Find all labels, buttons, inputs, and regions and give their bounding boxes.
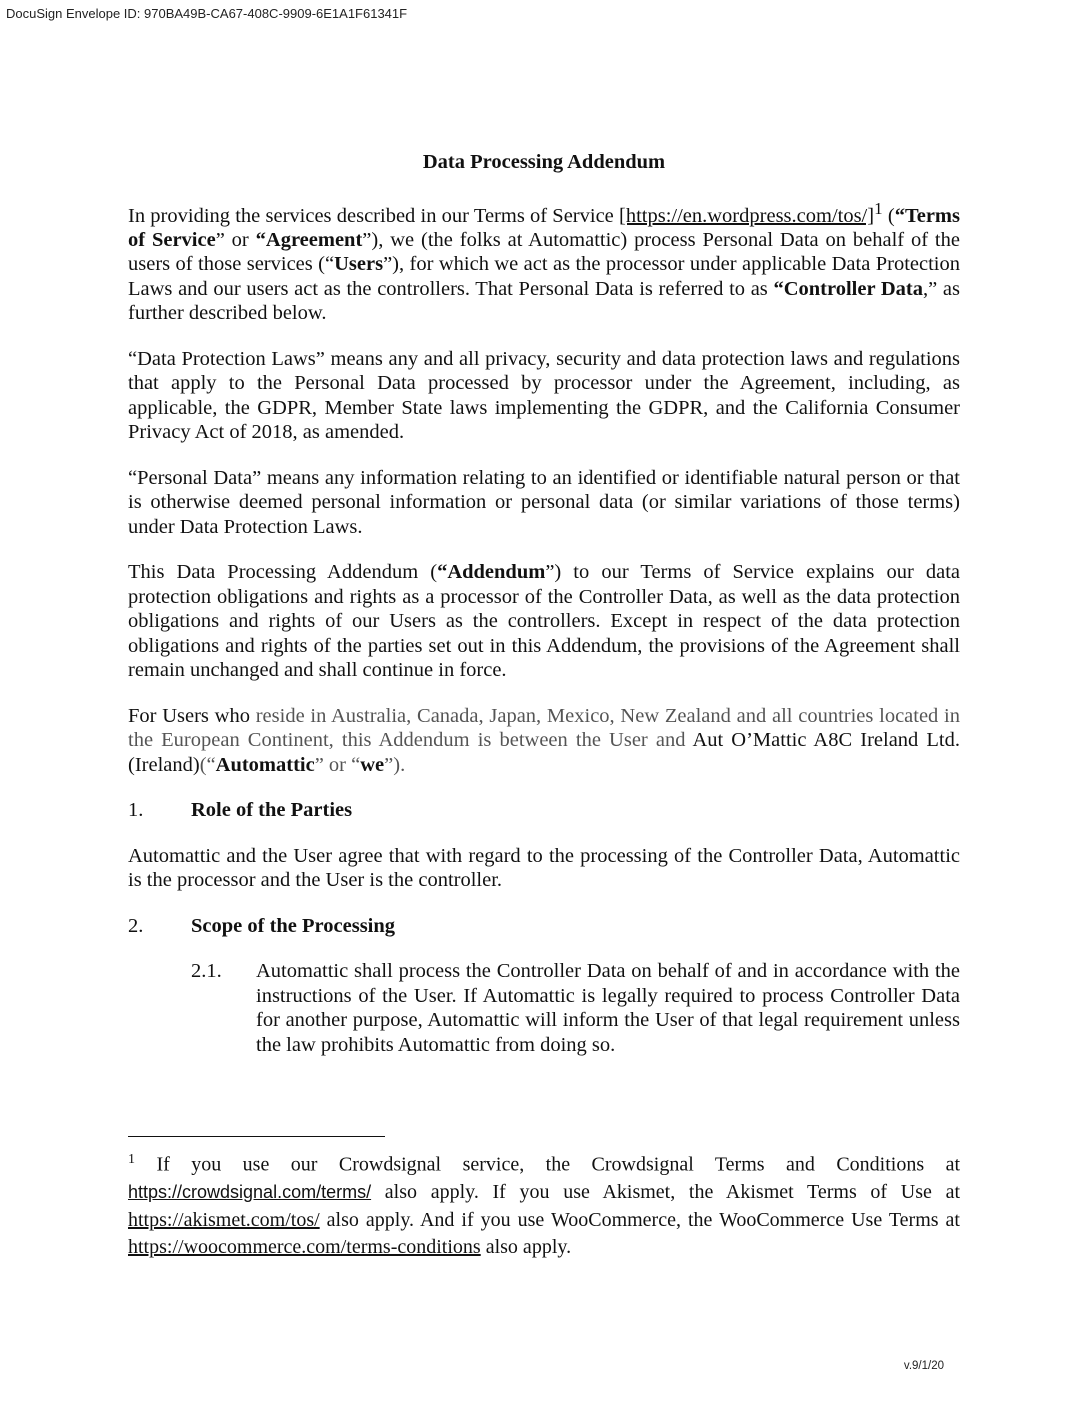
- intro-text-5: ”), for which we act as the processor under applicable Data Protection Laws and our users act as the controllers. That Personal Data is referred to as: [128, 253, 960, 300]
- woocommerce-terms-link[interactable]: https://woocommerce.com/terms-conditions: [128, 1236, 481, 1259]
- intro-text-1: In providing the services described in our Terms of Service: [128, 204, 619, 227]
- intro-text-4: ”), we (the folks at Automattic) process Personal Data on behalf of the users of those services (“: [128, 228, 960, 276]
- intro-paragraph: [128, 197, 960, 326]
- parties-text-5: ”).: [384, 753, 406, 776]
- personal-data-paragraph: “Personal Data” means any information relating to an identified or identifiable natural person or that is otherwise deemed personal information or personal data (or similar variations of those terms) under Data Protection Laws.: [128, 466, 960, 538]
- footnote-divider: [128, 1136, 385, 1137]
- term-agreement: “Agreement: [255, 228, 363, 251]
- intro-text-3: ” or: [215, 228, 256, 251]
- section-2-heading: [128, 914, 960, 939]
- parties-entity: Aut O’Mattic A8C Ireland Ltd. (Ireland): [128, 729, 960, 776]
- section-2-title: Scope of the Processing: [191, 914, 396, 937]
- intro-text-6: ,” as further described below.: [128, 277, 960, 325]
- section-1-text: Automattic and the User agree that with regard to the processing of the Controller Data, Automattic is the processor and the User is the controller.: [128, 844, 960, 892]
- data-protection-laws-paragraph: “Data Protection Laws” means any and all privacy, security and data protection laws and regulations that apply to the Personal Data processed by processor under the Agreement, including, as applicable, the GDPR, Member State laws implementing the GDPR, and the California Consumer Privacy Act of 2018, as amended.: [128, 347, 960, 444]
- document-body: [128, 150, 960, 1057]
- document-title: Data Processing Addendum: [422, 151, 666, 173]
- footnote-text-2: also apply. If you use Akismet, the Akismet Terms of Use at: [371, 1181, 960, 1204]
- parties-text-3: (“: [199, 753, 216, 776]
- addendum-text-1: This Data Processing Addendum (: [128, 561, 438, 584]
- section-2-1: [191, 959, 960, 1057]
- footnote: [128, 1146, 960, 1262]
- docusign-envelope-id: DocuSign Envelope ID: 970BA49B-CA67-408C-9909-6E1A1F61341F: [6, 6, 408, 21]
- section-1-number: 1.: [128, 799, 144, 822]
- akismet-tos-link[interactable]: https://akismet.com/tos/: [128, 1208, 320, 1231]
- term-controller-data: “Controller Data: [773, 277, 924, 300]
- version-label: v.9/1/20: [903, 1360, 944, 1372]
- section-1-heading: [128, 798, 960, 823]
- section-2-1-text: Automattic shall process the Controller Data on behalf of and in accordance with the instructions of the User. If Automattic is legally required to process Controller Data for another purpose, Automattic will inform the User of that legal requirement unless the law prohibits Automattic from doing so.: [256, 960, 960, 1056]
- addendum-paragraph: [128, 560, 960, 683]
- term-users: Users: [334, 253, 384, 276]
- parties-text-2: reside in Australia, Canada, Japan, Mexico, New Zealand and all countries located in the European Continent, this Addendum is between the User and: [128, 704, 961, 752]
- footnote-text-1: If you use our Crowdsignal service, the Crowdsignal Terms and Conditions at: [135, 1153, 960, 1176]
- parties-text-1: For Users who: [128, 704, 256, 727]
- intro-text-2: (: [882, 204, 895, 227]
- section-2-1-number: 2.1.: [191, 960, 222, 983]
- footnote-ref: 1: [874, 198, 883, 218]
- parties-text-4: ” or “: [314, 753, 361, 776]
- term-automattic: Automattic: [215, 753, 315, 776]
- section-2-number: 2.: [128, 914, 144, 937]
- footnote-text-4: also apply.: [480, 1236, 572, 1259]
- term-terms-of-service: “Terms of Service: [128, 204, 960, 251]
- term-addendum: “Addendum: [437, 561, 546, 584]
- addendum-text-2: ”) to our Terms of Service explains our data protection obligations and rights as a processor of the Controller Data, as well as the data protection obligations and rights of our Users as the controllers. Except in respect of the data protection obligations and rights of the parties set out in this Addendum, the provisions of the Agreement shall remain unchanged and shall continue in force.: [128, 561, 960, 682]
- footnote-text-3: also apply. And if you use WooCommerce, the WooCommerce Use Terms at: [319, 1208, 960, 1231]
- term-we: we: [360, 753, 385, 776]
- section-1-title: Role of the Parties: [191, 799, 353, 822]
- crowdsignal-terms-link[interactable]: https://crowdsignal.com/terms/: [128, 1182, 372, 1203]
- footnote-number: 1: [128, 1152, 135, 1167]
- parties-paragraph: [128, 704, 960, 778]
- terms-of-service-link[interactable]: [https://en.wordpress.com/tos/]: [619, 204, 875, 227]
